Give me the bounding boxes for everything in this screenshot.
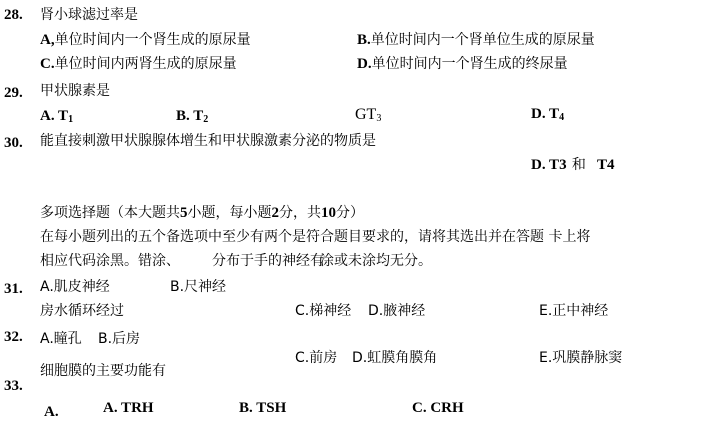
q28-option-d-letter: D.	[357, 56, 372, 72]
q31-option-a: A.肌皮神经	[40, 279, 110, 295]
q29-option-d-text: D. T	[531, 106, 560, 122]
q30-option-d	[531, 155, 615, 174]
section-title-a: 多项选择题（本大题共	[40, 205, 180, 221]
q29-option-b	[176, 107, 208, 129]
q32-option-b: B.后房	[98, 331, 141, 347]
q33-number: 33.	[4, 378, 23, 394]
q28-option-c-letter: C.	[40, 56, 55, 72]
section-instruction-line1: 在每小题列出的五个备选项中至少有两个是符合题目要求的，请将其选出并在答题 卡上将	[40, 229, 591, 245]
q30-number: 30.	[4, 135, 23, 151]
q31-option-c: C.梯神经	[295, 303, 352, 319]
q33-option-trh: A. TRH	[103, 400, 154, 416]
q31-option-e: E.正中神经	[539, 303, 609, 319]
q30-option-d-t4: T4	[597, 157, 615, 173]
q29-option-c	[355, 106, 381, 128]
section-title	[40, 204, 364, 222]
q29-option-c-sub: 3	[376, 113, 382, 124]
q29-stem: 甲状腺素是	[40, 83, 110, 99]
q32-stem: 房水循环经过	[40, 303, 124, 319]
q32-option-a: A.瞳孔	[40, 331, 82, 347]
q29-option-b-text: B. T	[176, 108, 204, 124]
section-total: 10	[321, 205, 336, 221]
q31-option-b: B.尺神经	[170, 279, 227, 295]
q28-option-c-text: 单位时间内两肾生成的原尿量	[54, 56, 237, 72]
q28-option-a-text: 单位时间内一个肾生成的原尿量	[54, 32, 251, 48]
section-title-b: 小题，每小题	[187, 205, 272, 221]
q32-option-d: D.虹膜角膜角	[352, 350, 438, 366]
q32-number: 32.	[4, 329, 23, 345]
q29-option-c-text: GT	[355, 106, 377, 123]
q29-option-a-sub: 1	[68, 114, 74, 125]
section-title-d: 分）	[336, 205, 364, 221]
q29-option-d-sub: 4	[559, 112, 565, 123]
q28-option-a	[40, 30, 251, 49]
q29-option-b-sub: 2	[203, 114, 209, 125]
q29-number: 29.	[4, 85, 23, 101]
q30-stem: 能直接刺激甲状腺腺体增生和甲状腺激素分泌的物质是	[40, 133, 376, 149]
q28-option-a-letter: A,	[40, 32, 55, 48]
q28-option-d-text: 单位时间内一个肾生成的终尿量	[371, 56, 568, 72]
q31-option-d: D.腋神经	[368, 303, 426, 319]
section-count: 5	[180, 205, 188, 221]
section-instruction-line2-a: 相应代码涂黑。错涂、	[40, 253, 180, 269]
q28-option-b	[357, 30, 595, 49]
q32-option-e: E.巩膜静脉窦	[539, 350, 623, 366]
q32-option-c: C.前房	[295, 350, 338, 366]
q28-option-b-letter: B.	[357, 32, 371, 48]
section-title-c: 分，共	[279, 205, 321, 221]
q33-option-a-marker: A.	[44, 404, 59, 420]
section-points: 2	[271, 205, 279, 221]
section-instruction-line2-c: 涂或未涂均无分。	[320, 253, 432, 269]
q30-option-d-text: D. T3	[531, 157, 567, 173]
q28-option-c	[40, 54, 237, 73]
q28-option-d	[357, 54, 568, 73]
q33-option-tsh: B. TSH	[239, 400, 287, 416]
q29-option-d	[531, 105, 564, 127]
q28-stem: 肾小球滤过率是	[40, 7, 138, 23]
q28-option-b-text: 单位时间内一个肾单位生成的原尿量	[370, 32, 595, 48]
section-instruction-line2-overlay: 分布于手的神经有	[212, 253, 324, 269]
q29-option-a-text: A. T	[40, 108, 69, 124]
q29-option-a	[40, 107, 73, 129]
q33-option-crh: C. CRH	[412, 400, 464, 416]
q30-option-d-and: 和	[571, 157, 586, 173]
q33-stem: 细胞膜的主要功能有	[40, 363, 166, 379]
q28-number: 28.	[4, 7, 23, 23]
q31-number: 31.	[4, 281, 23, 297]
